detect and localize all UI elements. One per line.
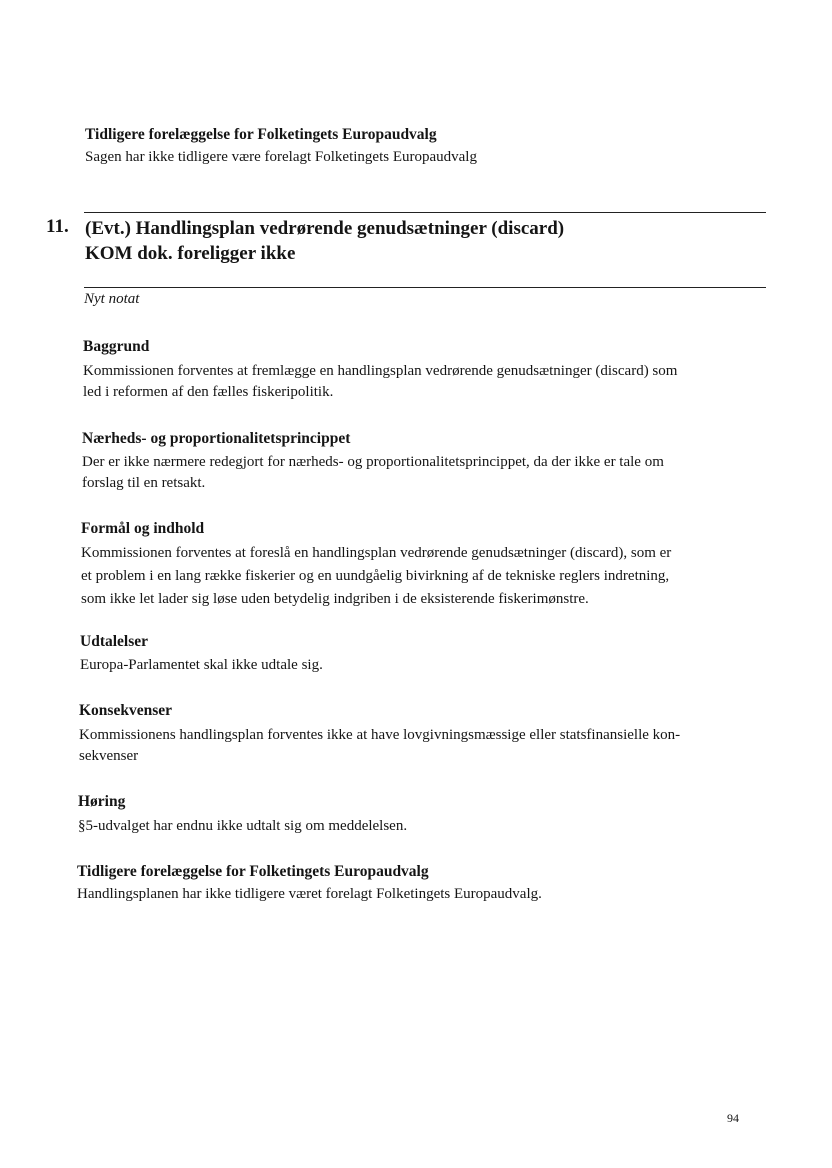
section-text-line: Kommissionens handlingsplan forventes ikke at have lovgivningsmæssige eller statsfinansielle kon- [79,727,681,743]
section-heading-baggrund: Baggrund [83,338,150,355]
section-heading-formaal: Formål og indhold [81,520,205,537]
page-number: 94 [727,1111,739,1125]
section-text-line: som ikke let lader sig løse uden betydelig indgriben i de eksisterende fiskerimønstre. [81,591,589,607]
section-heading-udtalelser: Udtalelser [80,633,149,650]
divider-top [84,212,766,213]
note-label: Nyt notat [84,291,140,307]
divider-bottom [84,287,766,288]
section-heading-hoering: Høring [78,793,126,810]
section-text-line: §5-udvalget har endnu ikke udtalt sig om meddelelsen. [78,818,408,834]
section-text-line: led i reformen af den fælles fiskeripolitik. [83,384,334,400]
top-section-text: Sagen har ikke tidligere være forelagt Folketingets Europaudvalg [85,149,477,165]
top-section-heading: Tidligere forelæggelse for Folketingets Europaudvalg [85,126,437,143]
section-text-line: Kommissionen forventes at foreslå en handlingsplan vedrørende genudsætninger (discard), som er [81,545,672,561]
item-title-line1: (Evt.) Handlingsplan vedrørende genudsætninger (discard) [85,218,565,239]
item-number: 11. [46,216,69,237]
section-heading-tidligere: Tidligere forelæggelse for Folketingets Europaudvalg [77,863,429,880]
section-heading-naerhed: Nærheds- og proportionalitetsprincippet [82,430,351,447]
section-text-line: Handlingsplanen har ikke tidligere været forelagt Folketingets Europaudvalg. [77,886,542,902]
section-text-line: Europa-Parlamentet skal ikke udtale sig. [80,657,323,673]
section-text-line: forslag til en retsakt. [82,475,206,491]
item-title-line2: KOM dok. foreligger ikke [85,243,296,264]
section-text-line: Der er ikke nærmere redegjort for nærheds- og proportionalitetsprincippet, da der ikke er tale om [82,454,664,470]
section-text-line: Kommissionen forventes at fremlægge en handlingsplan vedrørende genudsætninger (discard) som [83,363,678,379]
section-heading-konsekvenser: Konsekvenser [79,702,172,719]
section-text-line: sekvenser [79,748,139,764]
section-text-line: et problem i en lang række fiskerier og en uundgåelig bivirkning af de tekniske reglers indretning, [81,568,670,584]
